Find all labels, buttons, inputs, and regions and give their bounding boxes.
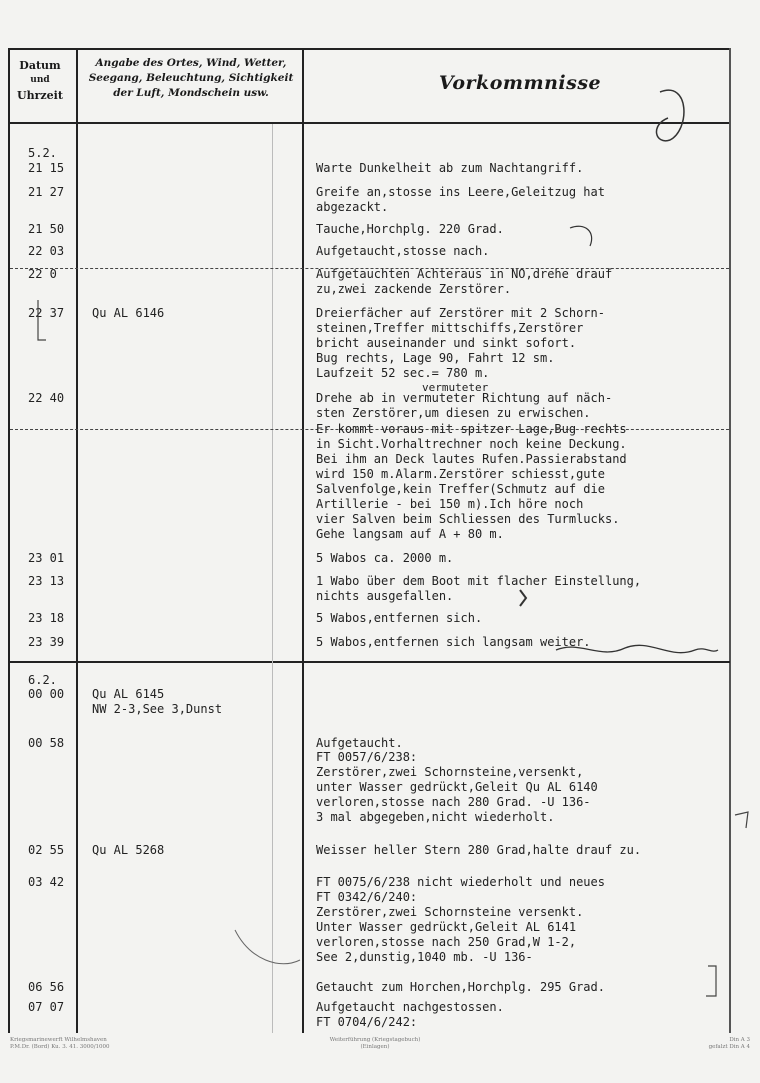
entry-time: 5.2. [28,146,57,160]
pencil-arrow [520,590,526,606]
entry-text: Artillerie - bei 150 m).Ich höre noch [316,497,584,511]
entry-time: 23 18 [28,611,65,625]
entry-text: steinen,Treffer mittschiffs,Zerstörer [316,321,584,335]
entry-time: 6.2. [28,673,57,687]
header-ort-line1: Angabe des Ortes, Wind, Wetter, [95,57,287,69]
entry-text: 1 Wabo über dem Boot mit flacher Einstellung, [316,574,642,588]
entry-text: FT 0704/6/242: [316,1015,418,1029]
entry-text: 3 mal abgegeben,nicht wiederholt. [316,810,555,824]
entry-text: Salvenfolge,kein Treffer(Schmutz auf die [316,482,605,496]
entry-text: Warte Dunkelheit ab zum Nachtangriff. [316,161,584,175]
entry-time: 22 03 [28,244,65,258]
footer-right-line1: Din A 3 [729,1037,750,1043]
entry-text: See 2,dunstig,1040 mb. -U 136- [316,950,533,964]
footer-right-line2: gefalzt Din A 4 [708,1044,750,1050]
entry-text: Getaucht zum Horchen,Horchplg. 295 Grad. [316,980,605,994]
entry-text: Gehe langsam auf A + 80 m. [316,527,504,541]
entry-location: Qu AL 6146 [92,306,165,320]
entry-text: Laufzeit 52 sec.= 780 m. [316,366,490,380]
footer-center-line1: Weiterführung (Kriegstagebuch) [329,1037,421,1043]
entry-text: unter Wasser gedrückt,Geleit Qu AL 6140 [316,780,598,794]
entry-text: verloren,stosse nach 250 Grad,W 1-2, [316,935,577,949]
entry-text: wird 150 m.Alarm.Zerstörer schiesst,gute [316,467,605,481]
entry-text: verloren,stosse nach 280 Grad. -U 136- [316,795,591,809]
pencil-bracket-left [38,300,46,340]
entry-text: Aufgetaucht nachgestossen. [316,1000,504,1014]
pencil-bracket-right2 [706,966,716,996]
entry-text: Greife an,stosse ins Leere,Geleitzug hat [316,185,605,199]
entry-time: 02 55 [28,843,65,857]
entry-text: Dreierfächer auf Zerstörer mit 2 Schorn- [316,306,605,320]
footer-left-line1: Kriegsmarinewerft Wilhelmshaven [10,1037,107,1043]
header-datum-line1: Datum [19,59,61,72]
header-datum-line2: und [30,75,50,85]
entry-time: 00 58 [28,736,65,750]
entry-time: 06 56 [28,980,65,994]
entry-time: 00 00 [28,687,65,701]
entry-time: 22 0 [28,267,57,281]
entry-time: 22 40 [28,391,65,405]
signature-scribble [556,645,718,652]
entry-text: sten Zerstörer,um diesen zu erwischen. [316,406,591,420]
entry-text: vier Salven beim Schliessen des Turmlucks. [316,512,620,526]
entry-time: 21 27 [28,185,65,199]
pencil-curve [235,930,300,964]
entry-text: bricht auseinander und sinkt sofort. [316,336,577,350]
entry-text: zu,zwei zackende Zerstörer. [316,282,512,296]
entry-text: nichts ausgefallen. [316,589,454,603]
entry-text: FT 0057/6/238: [316,750,418,764]
entry-time: 23 13 [28,574,65,588]
pencil-bracket-right [735,812,748,828]
entry-text: abgezackt. [316,200,389,214]
footer-center-line2: (Einlagen) [360,1044,390,1050]
pencil-bracket [570,226,592,246]
entry-text: Aufgetaucht. [316,736,403,750]
entry-location: Qu AL 6145 [92,687,165,701]
header-ort-line3: der Luft, Mondschein usw. [113,87,269,99]
entry-text: vermuteter [422,381,489,394]
entry-time: 22 37 [28,306,65,320]
entry-text: in Sicht.Vorhaltrechner noch keine Deckung. [316,437,627,451]
entry-text: 5 Wabos ca. 2000 m. [316,551,454,565]
entry-location: Qu AL 5268 [92,843,165,857]
entry-text: Er kommt voraus mit spitzer Lage,Bug rechts [316,422,627,436]
entry-time: 21 15 [28,161,65,175]
entry-text: FT 0342/6/240: [316,890,418,904]
entry-time: 21 50 [28,222,65,236]
entry-text: Zerstörer,zwei Schornsteine versenkt. [316,905,584,919]
entry-time: 23 01 [28,551,65,565]
entry-text: Bei ihm an Deck lautes Rufen.Passierabstand [316,452,627,466]
entry-time: 23 39 [28,635,65,649]
entry-text: FT 0075/6/238 nicht wiederholt und neues [316,875,605,889]
header-datum-line3: Uhrzeit [17,89,63,102]
entry-text: 5 Wabos,entfernen sich. [316,611,483,625]
entry-time: 07 07 [28,1000,65,1014]
entry-time: 03 42 [28,875,65,889]
pencil-mark-top-right [656,90,683,141]
entry-text: 5 Wabos,entfernen sich langsam weiter. [316,635,591,649]
entry-text: Tauche,Horchplg. 220 Grad. [316,222,504,236]
entry-text: Bug rechts, Lage 90, Fahrt 12 sm. [316,351,555,365]
entry-text: Weisser heller Stern 280 Grad,halte drauf zu. [316,843,642,857]
footer-left-line2: P.M.Dr. (Bord) Ku. 3. 41. 3000/1000 [10,1044,110,1050]
entry-text: Unter Wasser gedrückt,Geleit AL 6141 [316,920,577,934]
entry-location: NW 2-3,See 3,Dunst [92,702,223,716]
entry-text: Aufgetauchten Achteraus in NO,drehe drauf [316,267,613,281]
entry-text: Aufgetaucht,stosse nach. [316,244,490,258]
entry-text: Zerstörer,zwei Schornsteine,versenkt, [316,765,584,779]
header-vorkommnisse: Vorkommnisse [438,72,602,94]
header-ort-line2: Seegang, Beleuchtung, Sichtigkeit [88,72,294,84]
entry-text: Drehe ab in vermuteter Richtung auf näch- [316,391,613,405]
